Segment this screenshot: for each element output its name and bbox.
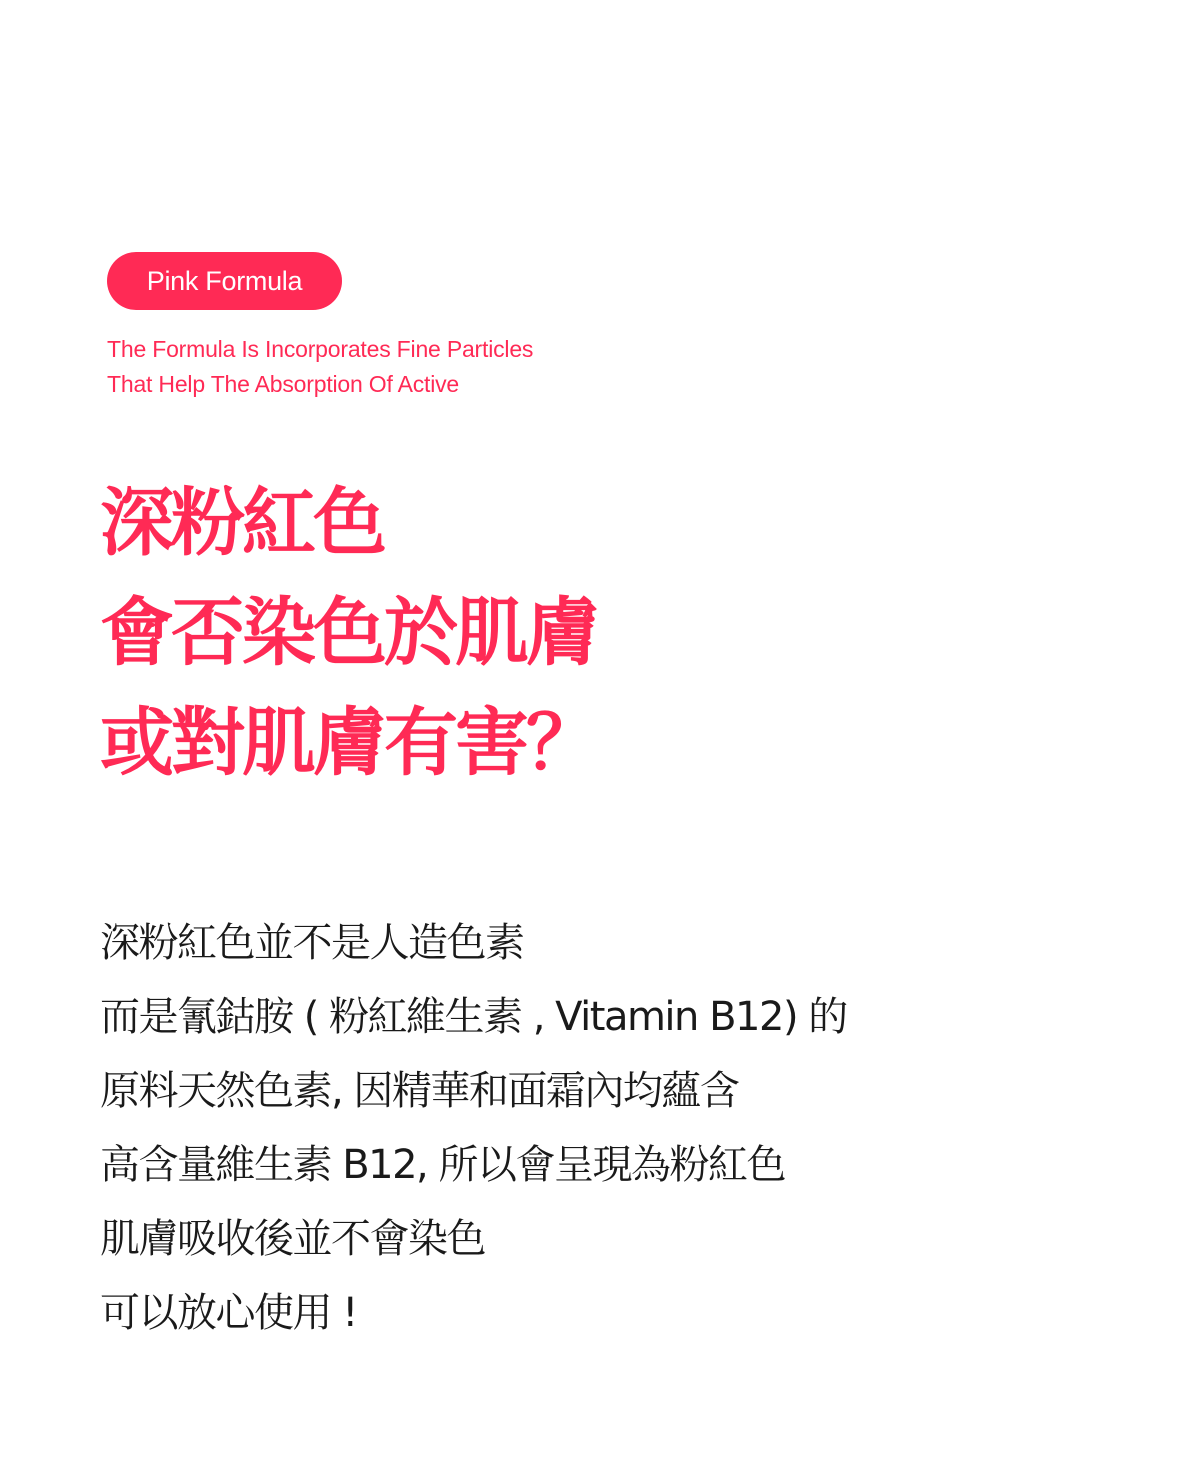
badge-label: Pink Formula xyxy=(146,265,303,296)
body-line: 深粉紅色並不是人造色素 xyxy=(100,920,524,966)
subtitle-line: The Formula Is Incorporates Fine Particles xyxy=(107,336,534,362)
body-line: 而是氰鈷胺 ( 粉紅維生素 , Vitamin B12) 的 xyxy=(100,994,847,1040)
headline-line: 或對肌膚有害？ xyxy=(100,700,597,786)
body-paragraph xyxy=(100,906,847,1350)
body-line: 原料天然色素, 因精華和面霜內均蘊含 xyxy=(100,1068,739,1114)
headline-line: 深粉紅色 xyxy=(100,480,384,566)
body-line: 可以放心使用 ! xyxy=(100,1290,357,1336)
pink-formula-badge xyxy=(107,252,342,310)
body-line: 高含量維生素 B12, 所以會呈現為粉紅色 xyxy=(100,1142,785,1188)
headline-line: 會否染色於肌膚 xyxy=(100,590,597,676)
subtitle-line: That Help The Absorption Of Active xyxy=(107,371,460,397)
body-line: 肌膚吸收後並不會染色 xyxy=(100,1216,485,1262)
headline xyxy=(100,468,597,798)
formula-subtitle xyxy=(107,332,533,402)
